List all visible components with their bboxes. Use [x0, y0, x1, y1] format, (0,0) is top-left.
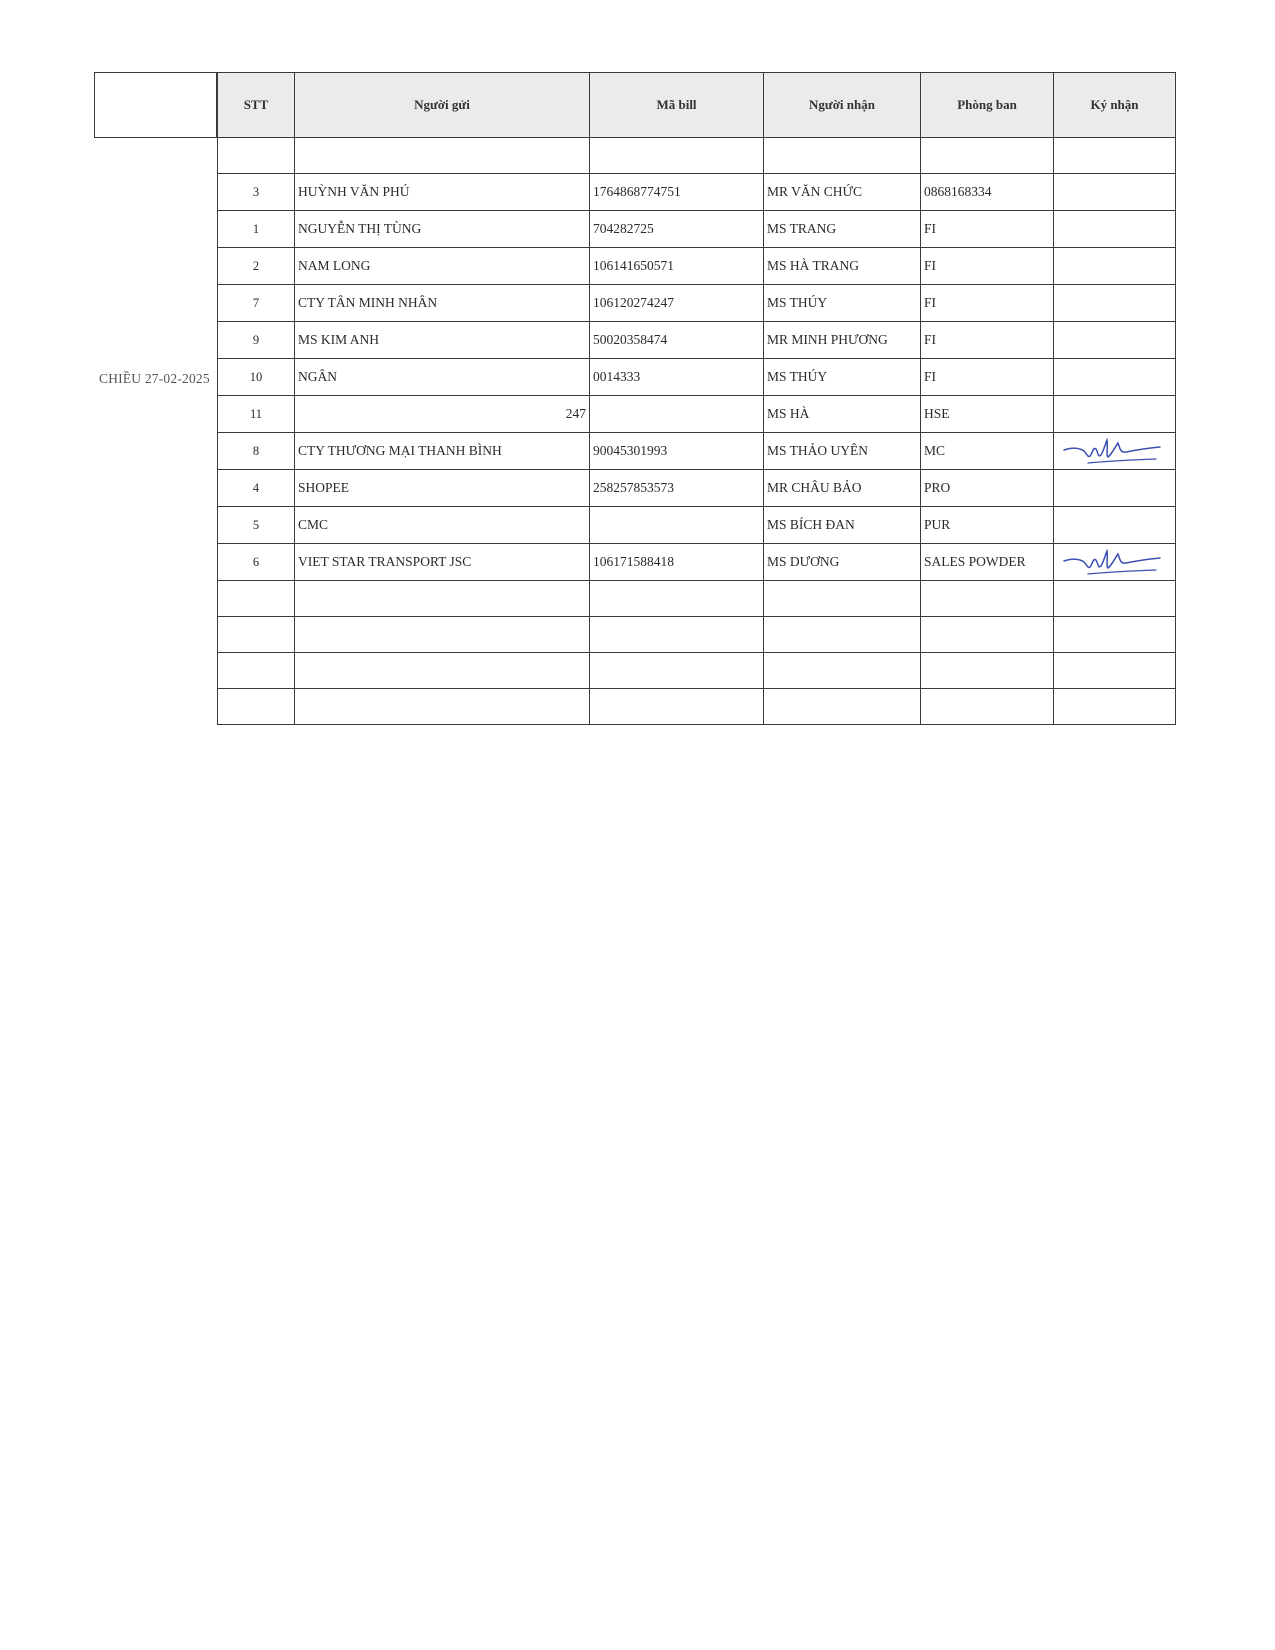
cell-recipient: MS THÚY [764, 285, 921, 322]
cell-department: FI [921, 248, 1054, 285]
blank-row [218, 581, 1176, 617]
table-row [218, 433, 1176, 470]
cell-bill [590, 396, 764, 433]
blank-cell [921, 617, 1054, 653]
blank-cell [218, 653, 295, 689]
blank-row [218, 617, 1176, 653]
cell-sender: NAM LONG [295, 248, 590, 285]
date-label: CHIỀU 27-02-2025 [99, 371, 210, 386]
blank-cell [590, 653, 764, 689]
blank-cell [1054, 689, 1176, 725]
cell-recipient: MS BÍCH ĐAN [764, 507, 921, 544]
cell-bill: 106171588418 [590, 544, 764, 581]
cell-bill: 106141650571 [590, 248, 764, 285]
blank-cell [218, 581, 295, 617]
cell-stt: 6 [218, 544, 295, 581]
table-body [218, 138, 1176, 581]
blank-cell [764, 581, 921, 617]
blank-cell [764, 138, 921, 174]
cell-department: MC [921, 433, 1054, 470]
blank-cell [295, 138, 590, 174]
table-row [218, 211, 1176, 248]
blank-cell [764, 653, 921, 689]
cell-stt: 1 [218, 211, 295, 248]
blank-cell [218, 617, 295, 653]
cell-signature [1054, 359, 1176, 396]
blank-cell [218, 138, 295, 174]
cell-stt: 2 [218, 248, 295, 285]
cell-bill [590, 507, 764, 544]
cell-signature [1054, 211, 1176, 248]
blank-cell [1054, 138, 1176, 174]
blank-cell [1054, 653, 1176, 689]
cell-signature [1054, 544, 1176, 581]
table-row [218, 544, 1176, 581]
cell-department: 0868168334 [921, 174, 1054, 211]
cell-signature [1054, 507, 1176, 544]
handwritten-signature-icon [1060, 434, 1170, 468]
blank-row [218, 653, 1176, 689]
delivery-log-table [217, 72, 1176, 725]
cell-bill: 704282725 [590, 211, 764, 248]
blank-row [218, 138, 1176, 174]
cell-bill: 258257853573 [590, 470, 764, 507]
cell-department: PUR [921, 507, 1054, 544]
cell-sender: CTY TÂN MINH NHÂN [295, 285, 590, 322]
cell-department: PRO [921, 470, 1054, 507]
cell-recipient: MR MINH PHƯƠNG [764, 322, 921, 359]
cell-recipient: MS THẢO UYÊN [764, 433, 921, 470]
cell-bill: 106120274247 [590, 285, 764, 322]
table-row [218, 248, 1176, 285]
column-header-signature: Ký nhận [1054, 73, 1176, 138]
blank-cell [590, 689, 764, 725]
cell-signature [1054, 174, 1176, 211]
blank-cell [921, 581, 1054, 617]
cell-sender: CTY THƯƠNG MẠI THANH BÌNH [295, 433, 590, 470]
cell-signature [1054, 433, 1176, 470]
table-row [218, 396, 1176, 433]
cell-signature [1054, 396, 1176, 433]
cell-sender: MS KIM ANH [295, 322, 590, 359]
cell-sender: HUỲNH VĂN PHÚ [295, 174, 590, 211]
handwritten-signature-icon [1060, 545, 1170, 579]
cell-department: SALES POWDER [921, 544, 1054, 581]
table-blank-rows [218, 581, 1176, 725]
blank-cell [1054, 581, 1176, 617]
blank-cell [1054, 617, 1176, 653]
blank-cell [764, 689, 921, 725]
cell-stt: 3 [218, 174, 295, 211]
cell-bill: 90045301993 [590, 433, 764, 470]
cell-sender: NGÂN [295, 359, 590, 396]
blank-cell [295, 617, 590, 653]
cell-recipient: MS HÀ TRANG [764, 248, 921, 285]
column-header-recipient: Người nhận [764, 73, 921, 138]
cell-stt: 4 [218, 470, 295, 507]
blank-cell [590, 138, 764, 174]
cell-stt: 10 [218, 359, 295, 396]
cell-department: HSE [921, 396, 1054, 433]
cell-sender: CMC [295, 507, 590, 544]
cell-sender: SHOPEE [295, 470, 590, 507]
column-header-stt: STT [218, 73, 295, 138]
blank-cell [295, 581, 590, 617]
cell-bill: 50020358474 [590, 322, 764, 359]
blank-cell [295, 689, 590, 725]
cell-signature [1054, 470, 1176, 507]
cell-sender: VIET STAR TRANSPORT JSC [295, 544, 590, 581]
blank-row [218, 689, 1176, 725]
cell-sender: 247 [295, 396, 590, 433]
cell-stt: 11 [218, 396, 295, 433]
cell-recipient: MS HÀ [764, 396, 921, 433]
cell-recipient: MR VĂN CHỨC [764, 174, 921, 211]
table-row [218, 285, 1176, 322]
table-row [218, 322, 1176, 359]
cell-recipient: MS DƯƠNG [764, 544, 921, 581]
table-row [218, 470, 1176, 507]
cell-department: FI [921, 285, 1054, 322]
cell-department: FI [921, 322, 1054, 359]
cell-bill: 1764868774751 [590, 174, 764, 211]
blank-cell [764, 617, 921, 653]
table-row [218, 507, 1176, 544]
cell-recipient: MR CHÂU BẢO [764, 470, 921, 507]
cell-signature [1054, 322, 1176, 359]
blank-cell [921, 138, 1054, 174]
cell-signature [1054, 248, 1176, 285]
blank-cell [921, 689, 1054, 725]
table-header-row [218, 73, 1176, 138]
header-left-blank-cell [94, 72, 217, 138]
cell-stt: 5 [218, 507, 295, 544]
cell-department: FI [921, 211, 1054, 248]
blank-cell [590, 617, 764, 653]
cell-recipient: MS TRANG [764, 211, 921, 248]
table-row [218, 359, 1176, 396]
cell-stt: 9 [218, 322, 295, 359]
table-row [218, 174, 1176, 211]
blank-cell [295, 653, 590, 689]
cell-signature [1054, 285, 1176, 322]
blank-cell [921, 653, 1054, 689]
cell-department: FI [921, 359, 1054, 396]
cell-stt: 7 [218, 285, 295, 322]
cell-stt: 8 [218, 433, 295, 470]
cell-bill: 0014333 [590, 359, 764, 396]
cell-sender: NGUYỄN THỊ TÙNG [295, 211, 590, 248]
column-header-bill: Mã bill [590, 73, 764, 138]
column-header-sender: Người gửi [295, 73, 590, 138]
blank-cell [218, 689, 295, 725]
blank-cell [590, 581, 764, 617]
cell-recipient: MS THÚY [764, 359, 921, 396]
column-header-department: Phòng ban [921, 73, 1054, 138]
